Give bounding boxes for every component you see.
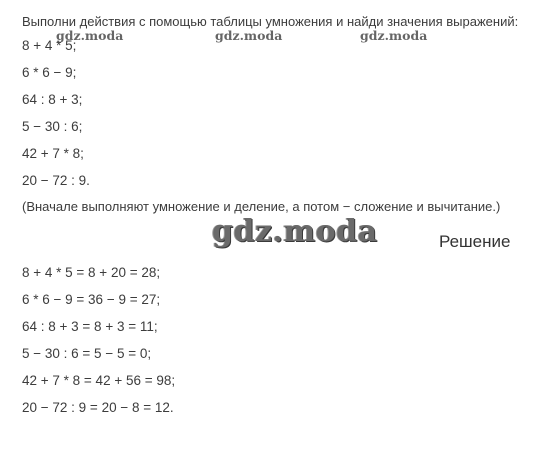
watermark: gdz.moda	[56, 28, 124, 43]
watermark: gdz.moda	[212, 214, 378, 249]
task-expression: 5 − 30 : 6;	[22, 119, 83, 134]
solution-line: 6 * 6 − 9 = 36 − 9 = 27;	[22, 292, 161, 307]
watermark: gdz.moda	[360, 28, 428, 43]
watermark: gdz.moda	[215, 28, 283, 43]
task-expression: 64 : 8 + 3;	[22, 92, 83, 107]
solution-line: 64 : 8 + 3 = 8 + 3 = 11;	[22, 319, 158, 334]
solution-line: 42 + 7 * 8 = 42 + 56 = 98;	[22, 373, 176, 388]
task-expression: 20 − 72 : 9.	[22, 173, 90, 188]
task-note: (Вначале выполняют умножение и деление, а потом − сложение и вычитание.)	[22, 199, 501, 214]
task-text: Выполни действия с помощью таблицы умножения и найди значения выражений:	[22, 14, 519, 29]
task-expression: 42 + 7 * 8;	[22, 146, 84, 161]
solution-heading: Решение	[439, 232, 511, 251]
task-expression: 6 * 6 − 9;	[22, 65, 77, 80]
solution-line: 5 − 30 : 6 = 5 − 5 = 0;	[22, 346, 152, 361]
task-expression: 8 + 4 * 5;	[22, 38, 77, 53]
solution-line: 20 − 72 : 9 = 20 − 8 = 12.	[22, 400, 174, 415]
solution-line: 8 + 4 * 5 = 8 + 20 = 28;	[22, 265, 161, 280]
